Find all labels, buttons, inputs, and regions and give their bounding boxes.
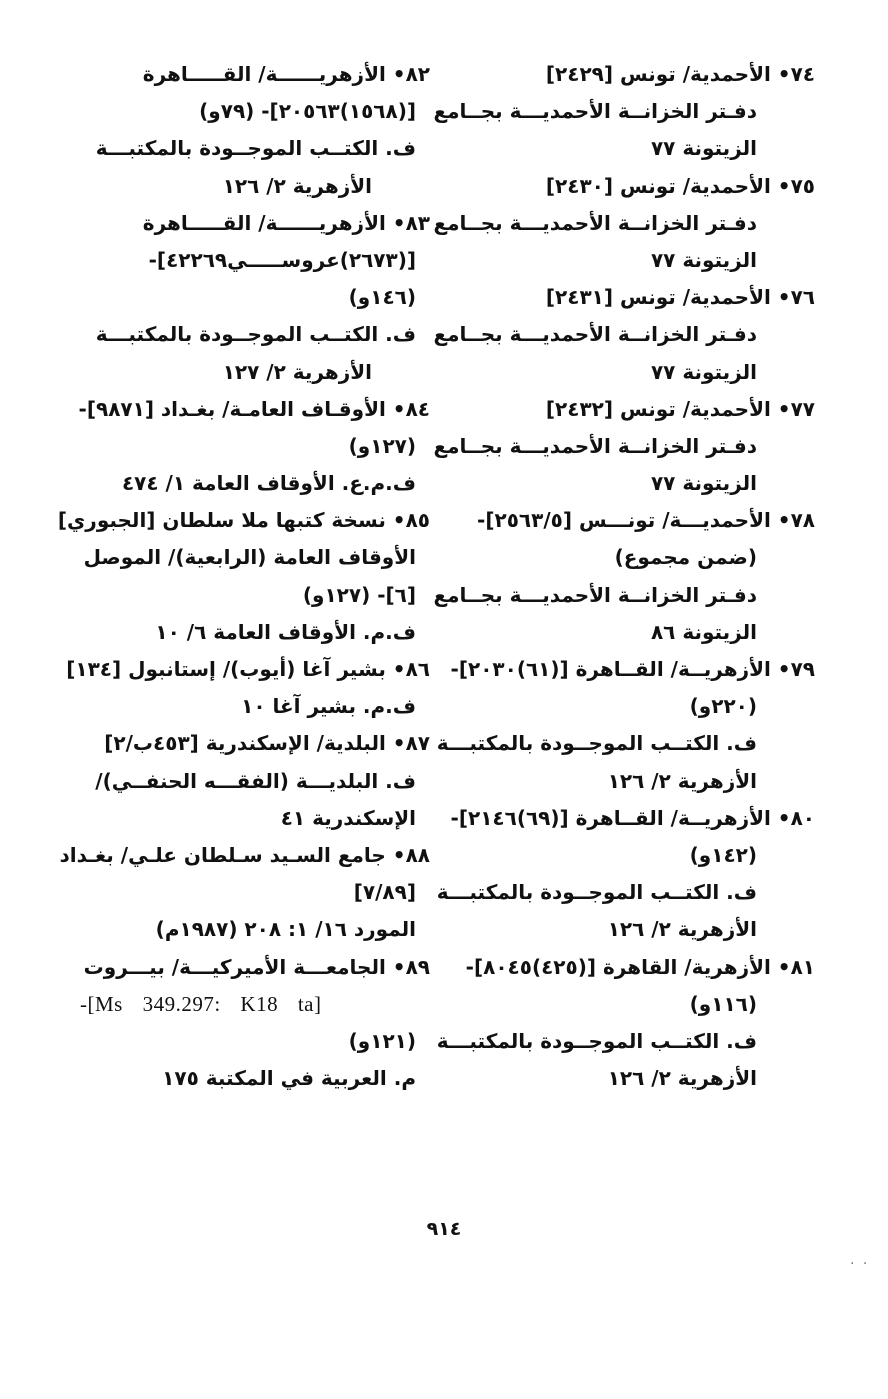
catalog-column-right [433, 56, 815, 1097]
entry-detail-line: ف.م. الأوقاف العامة ٦/ ١٠ [155, 619, 416, 644]
entry-detail-line: دفـتر الخزانــة الأحمديـــة بجــامع [433, 582, 757, 607]
entry-detail-line: الزيتونة ٧٧ [650, 247, 757, 272]
entry-heading-line: ٨٧• البلدية/ الإسكندرية [٤٥٣ب/٢] [104, 731, 430, 756]
entry-detail-line: الزيتونة ٧٧ [650, 359, 757, 384]
entry-detail-line: ف.م. بشير آغا ١٠ [241, 694, 416, 719]
entry-detail-line: -[Ms 349.297: K18 ta] [80, 991, 322, 1016]
entry-detail-line: ف.م.ع. الأوقاف العامة ١/ ٤٧٤ [121, 471, 416, 496]
entry-detail-line: الإسكندرية ٤١ [280, 805, 416, 830]
entry-detail-line: ف. الكتــب الموجــودة بالمكتبـــة [95, 322, 416, 347]
entry-detail-line: المورد ١٦/ ١: ٢٠٨ (١٩٨٧م) [155, 917, 416, 942]
entry-detail-line: ف. الكتــب الموجــودة بالمكتبـــة [95, 136, 416, 161]
entry-detail-line: [٦]- (١٢٧و) [302, 582, 416, 607]
entry-heading-line: ٧٩• الأزهريــة/ القــاهرة [(٦١)٢٠٣٠]- [450, 657, 815, 681]
entry-heading-line: ٨٣• الأزهريــــــة/ القـــــاهرة [142, 210, 430, 235]
entry-detail-line: [(٢٦٧٣)عروســـــي٤٢٢٦٩]- [148, 247, 416, 272]
entry-heading-line: ٧٤• الأحمدية/ تونس [٢٤٢٩] [545, 62, 815, 86]
entry-heading-line: ٨٦• بشير آغا (أيوب)/ إستانبول [١٣٤] [66, 657, 430, 681]
entry-heading-line: ٧٦• الأحمدية/ تونس [٢٤٣١] [545, 285, 815, 310]
entry-detail-line: [(١٥٦٨)٢٠٥٦٣]- (٧٩و) [199, 99, 416, 124]
entry-detail-line: (٢٢٠و) [689, 694, 757, 719]
entry-heading-line: ٨٥• نسخة كتبها ملا سلطان [الجبوري] [57, 508, 430, 533]
entry-detail-line: دفـتر الخزانــة الأحمديـــة بجــامع [433, 210, 757, 235]
entry-detail-line: الأزهرية ٢/ ١٢٦ [607, 917, 757, 942]
entry-detail-line: الزيتونة ٧٧ [650, 136, 757, 161]
entry-detail-line: الأزهرية ٢/ ١٢٦ [607, 1066, 757, 1091]
entry-detail-line: الأزهرية ٢/ ١٢٧ [222, 359, 372, 384]
entry-detail-line: (١١٦و) [689, 991, 757, 1016]
entry-heading-line: ٨١• الأزهرية/ القاهرة [(٤٢٥)٨٠٤٥]- [465, 954, 815, 979]
entry-heading-line: ٨٠• الأزهريــة/ القــاهرة [(٦٩)٢١٤٦]- [450, 805, 815, 830]
entry-heading-line: ٨٤• الأوقـاف العامـة/ بغـداد [٩٨٧١]- [78, 396, 430, 421]
entry-heading-line: ٨٢• الأزهريــــــة/ القـــــاهرة [142, 62, 430, 86]
entry-detail-line: دفـتر الخزانــة الأحمديـــة بجــامع [433, 99, 757, 124]
entry-detail-line: (ضمن مجموع) [614, 545, 757, 570]
entry-detail-line: ف. الكتــب الموجــودة بالمكتبـــة [436, 880, 757, 905]
entry-heading-line: ٧٧• الأحمدية/ تونس [٢٤٣٢] [545, 396, 815, 421]
entry-detail-line: الأوقاف العامة (الرابعية)/ الموصل [83, 545, 416, 570]
entry-detail-line: دفـتر الخزانــة الأحمديـــة بجــامع [433, 322, 757, 347]
entry-detail-line: الأزهرية ٢/ ١٢٦ [222, 173, 372, 198]
entry-detail-line: الزيتونة ٧٧ [650, 471, 757, 496]
entry-detail-line: (١٢٧و) [348, 433, 416, 458]
entry-detail-line: ف. الكتــب الموجــودة بالمكتبـــة [436, 1028, 757, 1053]
entry-heading-line: ٨٩• الجامعـــة الأميركيـــة/ بيـــروت [83, 954, 430, 979]
entry-detail-line: ف. الكتــب الموجــودة بالمكتبـــة [436, 731, 757, 756]
entry-detail-line: (١٤٦و) [348, 285, 416, 310]
entry-detail-line: الزيتونة ٨٦ [650, 619, 757, 644]
entry-detail-line: دفـتر الخزانــة الأحمديـــة بجــامع [433, 433, 757, 458]
entry-heading-line: ٧٥• الأحمدية/ تونس [٢٤٣٠] [545, 173, 815, 198]
entry-heading-line: ٧٨• الأحمديـــة/ تونـــس [٢٥٦٣/٥]- [477, 508, 815, 533]
scan-mark: . . [850, 1252, 870, 1268]
entry-detail-line: (١٢١و) [348, 1028, 416, 1053]
entry-detail-line: ف. البلديـــة (الفقـــه الحنفــي)/ [95, 768, 416, 793]
entry-detail-line: [٧/٨٩] [353, 880, 416, 905]
entry-detail-line: م. العربية في المكتبة ١٧٥ [162, 1066, 416, 1091]
page-number: ٩١٤ [426, 1218, 462, 1240]
entry-detail-line: (١٤٢و) [689, 842, 757, 867]
catalog-column-left [57, 56, 430, 1097]
entry-detail-line: الأزهرية ٢/ ١٢٦ [607, 768, 757, 793]
entry-heading-line: ٨٨• جامع السـيد سـلطان علـي/ بغـداد [59, 842, 430, 867]
